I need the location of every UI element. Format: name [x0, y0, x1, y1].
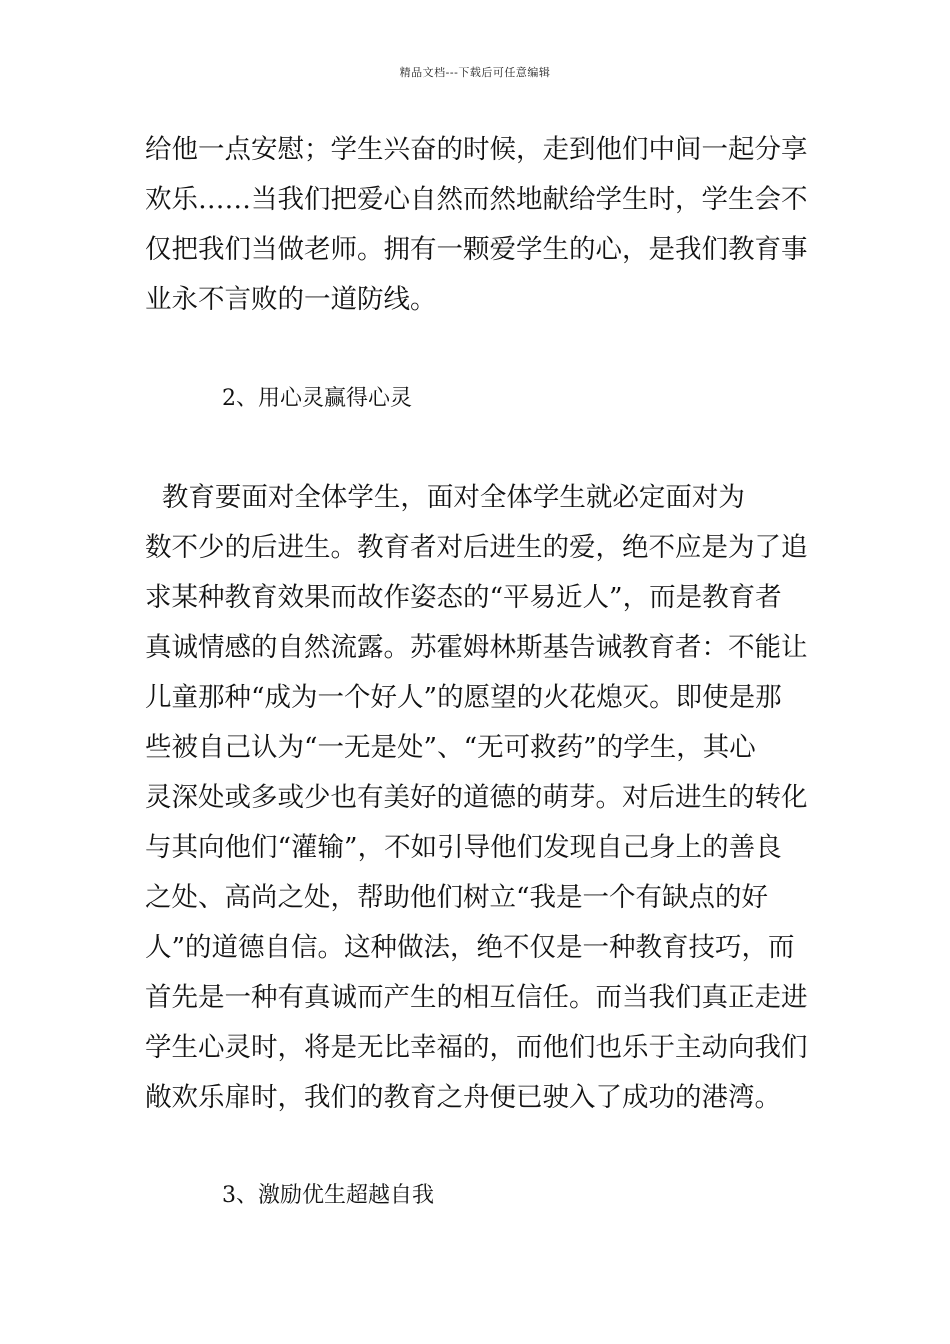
- paragraph-2-line-11: 首先是一种有真诚而产生的相互信任。而当我们真正走进: [145, 982, 808, 1013]
- section-heading-2: 2、用心灵赢得心灵: [222, 386, 412, 411]
- paragraph-2-line-6: 些被自己认为“一无是处”、“无可救药”的学生，其心: [145, 732, 756, 763]
- paragraph-2-line-1: 教育要面对全体学生，面对全体学生就必定面对为: [145, 482, 745, 513]
- paragraph-1-line-2: 欢乐……当我们把爱心自然而然地献给学生时，学生会不: [145, 184, 808, 215]
- section-heading-3: 3、激励优生超越自我: [222, 1183, 434, 1208]
- paragraph-2-line-7: 灵深处或多或少也有美好的道德的萌芽。对后进生的转化: [145, 782, 808, 813]
- paragraph-2-line-9: 之处、高尚之处，帮助他们树立“我是一个有缺点的好: [145, 882, 769, 913]
- paragraph-2-line-8: 与其向他们“灌输”，不如引导他们发现自己身上的善良: [145, 832, 782, 863]
- paragraph-2-line-4: 真诚情感的自然流露。苏霍姆林斯基告诫教育者：不能让: [145, 632, 808, 663]
- paragraph-2-line-10: 人”的道德自信。这种做法，绝不仅是一种教育技巧，而: [145, 932, 795, 963]
- paragraph-1-line-4: 业永不言败的一道防线。: [145, 284, 437, 315]
- paragraph-1-line-1: 给他一点安慰；学生兴奋的时候，走到他们中间一起分享: [145, 134, 808, 165]
- paragraph-2-line-5: 儿童那种“成为一个好人”的愿望的火花熄灭。即使是那: [145, 682, 782, 713]
- paragraph-1-line-3: 仅把我们当做老师。拥有一颗爱学生的心，是我们教育事: [145, 234, 808, 265]
- paragraph-2-line-3: 求某种教育效果而故作姿态的“平易近人”，而是教育者: [145, 582, 782, 613]
- page-header: 精品文档---下载后可任意编辑: [399, 66, 551, 79]
- paragraph-2-line-12: 学生心灵时，将是无比幸福的，而他们也乐于主动向我们: [145, 1032, 808, 1063]
- paragraph-2-line-2: 数不少的后进生。教育者对后进生的爱，绝不应是为了追: [145, 532, 808, 563]
- paragraph-2-line-13: 敞欢乐扉时，我们的教育之舟便已驶入了成功的港湾。: [145, 1082, 781, 1113]
